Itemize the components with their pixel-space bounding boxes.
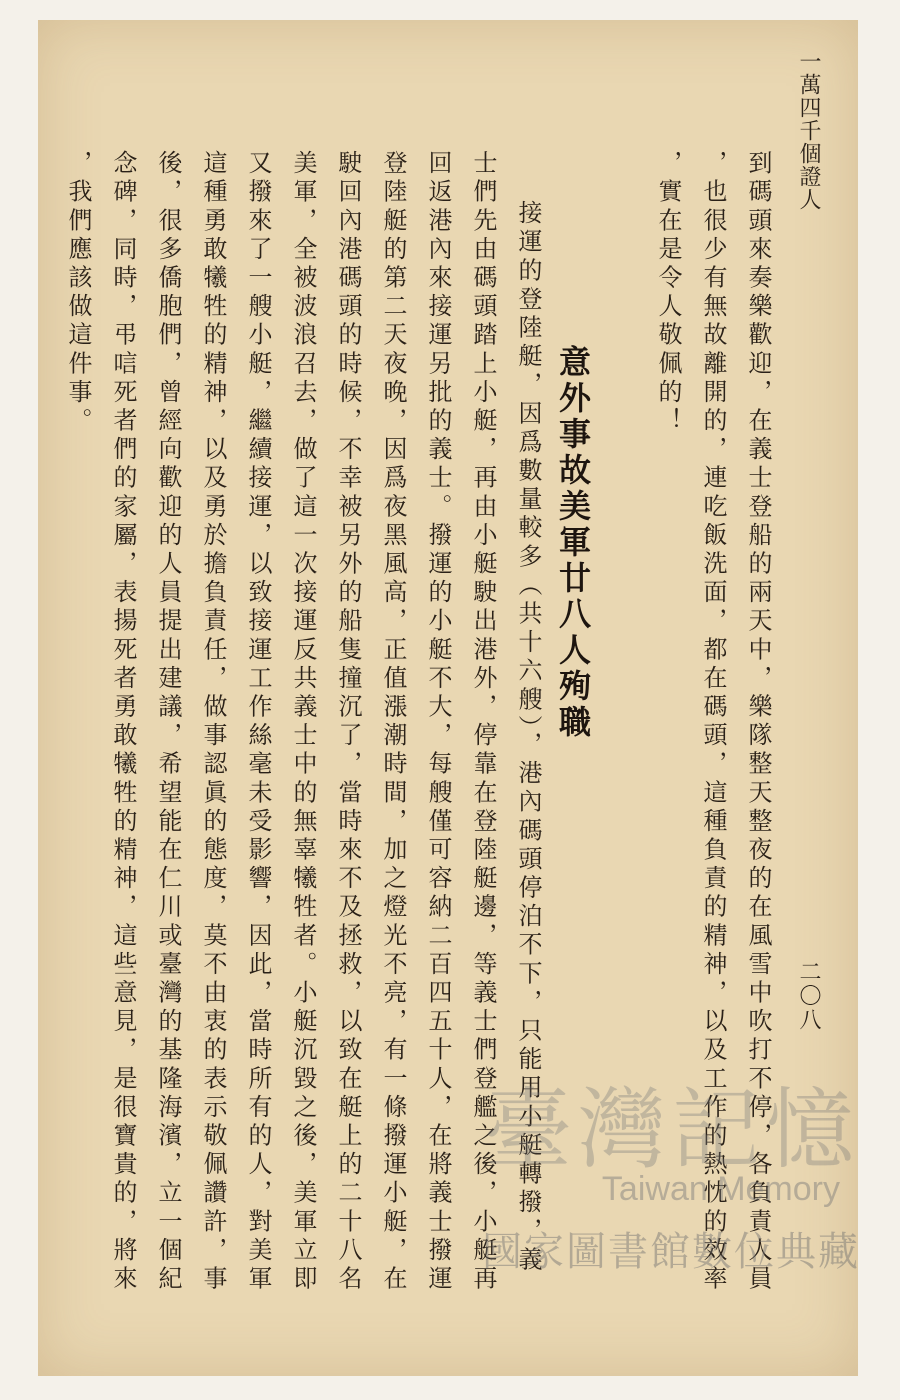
- text-column: 又撥來了一艘小艇，繼續接運，以致接運工作絲毫未受影響，因此，當時所有的人，對美軍: [244, 150, 272, 1294]
- text-column: 念碑，同時，弔唁死者們的家屬，表揚死者勇敢犧牲的精神，這些意見，是很寶貴的，將來: [109, 150, 137, 1294]
- text-column: ，我們應該做這件事。: [64, 150, 92, 436]
- watermark-english: Taiwan Memory: [601, 1170, 840, 1208]
- watermark-title: 臺灣記憶: [483, 1078, 860, 1181]
- running-header-title: 一萬四千個證人: [796, 50, 821, 211]
- text-column: 這種勇敢犧牲的精神，以及勇於擔負責任，做事認眞的態度，莫不由衷的表示敬佩讚許，事: [199, 150, 227, 1294]
- section-heading: 意外事故美軍廿八人殉職: [554, 345, 592, 741]
- page-number: 二〇八: [796, 960, 821, 1032]
- text-column: 登陸艇的第二天夜晚，因爲夜黑風高，正值漲潮時間，加之燈光不亮，有一條撥運小艇，在: [379, 150, 407, 1294]
- text-column: 到碼頭來奏樂歡迎，在義士登船的兩天中，樂隊整天整夜的在風雪中吹打不停，各負責人員: [744, 150, 772, 1294]
- text-column: 回返港內來接運另批的義士。撥運的小艇不大，每艘僅可容納二百四五十人，在將義士撥運: [424, 150, 452, 1294]
- archive-watermark: [430, 1060, 860, 1280]
- text-column: 士們先由碼頭踏上小艇，再由小艇駛出港外，停靠在登陸艇邊，等義士們登艦之後，小艇再: [469, 150, 497, 1294]
- text-column: 接運的登陸艇，因爲數量較多（共十六艘），港內碼頭停泊不下，只能用小艇轉撥，義: [514, 200, 542, 1275]
- watermark-subtitle: 國家圖書館數位典藏: [482, 1229, 860, 1275]
- text-column: ，實在是令人敬佩的！: [654, 150, 682, 436]
- text-column: 美軍，全被波浪召去，做了這一次接運反共義士中的無辜犧牲者。小艇沉毀之後，美軍立即: [289, 150, 317, 1294]
- text-column: ，也很少有無故離開的，連吃飯洗面，都在碼頭，這種負責的精神，以及工作的熱忱的效率: [699, 150, 727, 1294]
- text-column: 後，很多僑胞們，曾經向歡迎的人員提出建議，希望能在仁川或臺灣的基隆海濱，立一個紀: [154, 150, 182, 1294]
- text-column: 駛回內港碼頭的時候，不幸被另外的船隻撞沉了，當時來不及拯救，以致在艇上的二十八名: [334, 150, 362, 1294]
